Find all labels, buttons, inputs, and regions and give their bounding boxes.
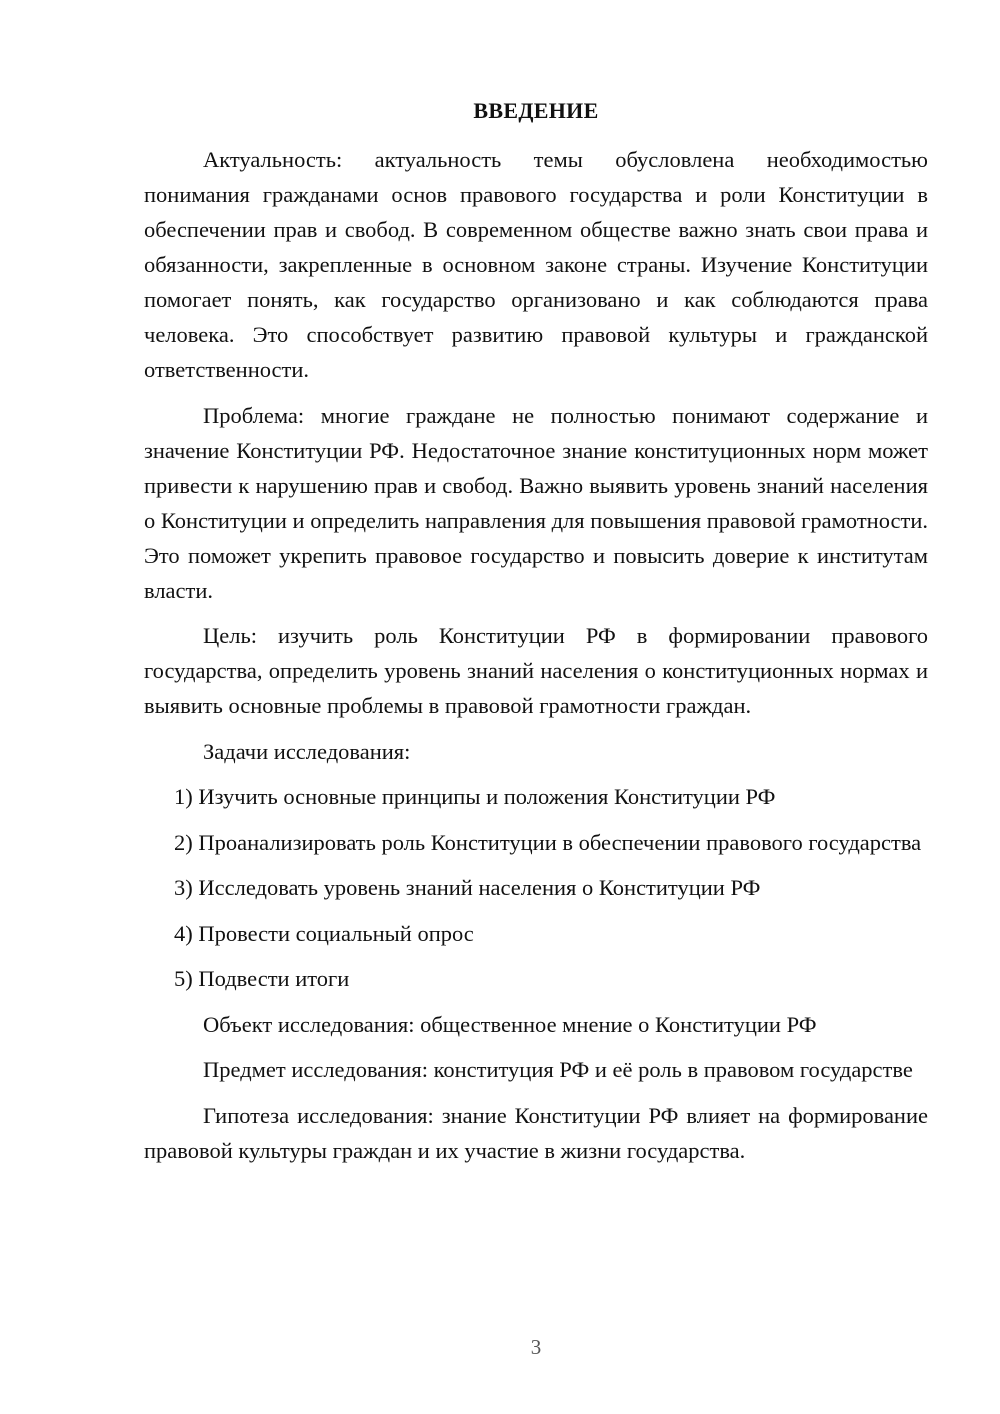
paragraph-subject: Предмет исследования: конституция РФ и её роль в правовом государстве (203, 1057, 913, 1082)
tasks-list (144, 779, 928, 996)
page-number: 3 (530, 1335, 542, 1359)
document-body (144, 142, 928, 1178)
paragraph-problem: Проблема: многие граждане не полностью понимают содержание и значение Конституции РФ. Недостаточное знание конституционных норм может привести к нарушению прав и свобод. Важно выявить уровень знаний населения о Конституции и определить направления для повышения правовой грамотности. Это поможет укрепить правовое государство и повысить доверие к институтам власти. (144, 402, 928, 603)
task-item: 5) Подвести итоги (174, 966, 350, 991)
page-title: ВВЕДЕНИЕ (473, 98, 599, 123)
paragraph-relevance: Актуальность: актуальность темы обусловлена необходимостью понимания гражданами основ правового государства и роли Конституции в обеспечении прав и свобод. В современном обществе важно знать свои права и обязанности, закрепленные в основном законе страны. Изучение Конституции помогает понять, как государство организовано и как соблюдаются права человека. Это способствует развитию правовой культуры и гражданской ответственности. (144, 147, 928, 382)
task-item: 4) Провести социальный опрос (174, 920, 474, 946)
tasks-heading: Задачи исследования: (203, 738, 411, 764)
task-item: 1) Изучить основные принципы и положения Конституции РФ (174, 784, 776, 809)
paragraph-goal: Цель: изучить роль Конституции РФ в формировании правового государства, определить уровень знаний населения о конституционных нормах и выявить основные проблемы в правовой грамотности граждан. (144, 623, 928, 718)
task-item: 2) Проанализировать роль Конституции в обеспечении правового государства (174, 829, 922, 855)
paragraph-hypothesis: Гипотеза исследования: знание Конституции РФ влияет на формирование правовой культуры граждан и их участие в жизни государства. (144, 1102, 928, 1163)
paragraph-object: Объект исследования: общественное мнение о Конституции РФ (203, 1011, 817, 1037)
task-item: 3) Исследовать уровень знаний населения о Конституции РФ (174, 875, 761, 900)
